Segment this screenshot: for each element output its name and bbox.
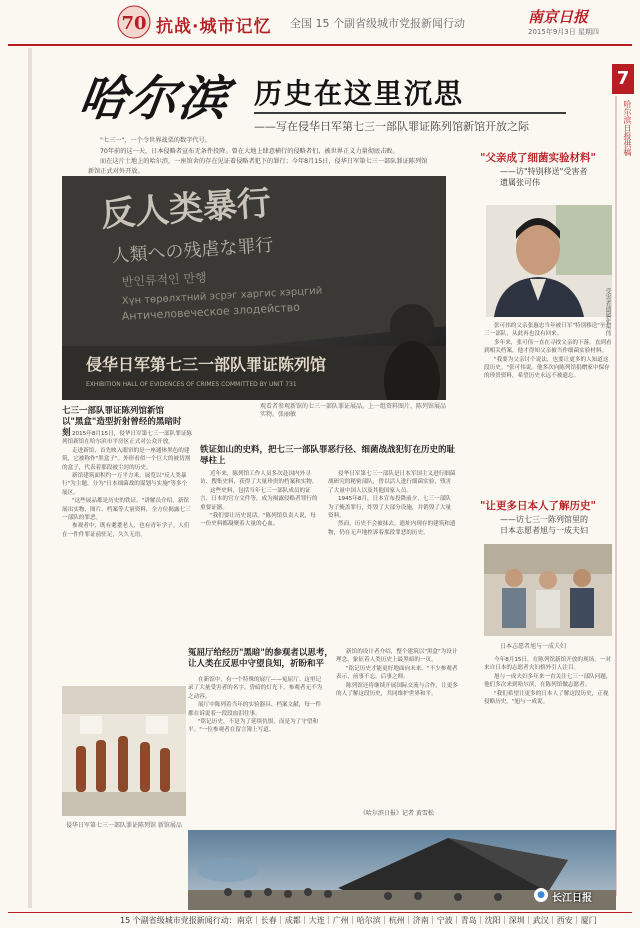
paragraph: 今年8月15日，在陈列馆新馆开放的现场，一对来自日本的志愿者夫妇格外引人注目。 bbox=[484, 657, 611, 672]
anniversary-70-badge bbox=[112, 4, 156, 40]
wechat-icon: ● bbox=[534, 888, 548, 902]
sidebar-story-heading: "父亲成了细菌实验材料" bbox=[480, 152, 596, 164]
exhibit-photo bbox=[62, 686, 186, 816]
exhibit-photo-caption: 侵华日军第七三一部队罪证陈列馆 新馆展品 bbox=[66, 822, 182, 829]
city-calligraphy: 哈尔滨 bbox=[75, 71, 234, 127]
plaque-chinese: 侵华日军第七三一部队罪证陈列馆 bbox=[86, 355, 327, 374]
article-column bbox=[188, 676, 326, 735]
paragraph: 近年来，陈列馆工作人员多次赴国内外寻访、搜集史料，获得了大量珍贵的档案和实物。 bbox=[200, 471, 318, 486]
paragraph: 参观者中，既有耄耋老人，也有青年学子。人们在一件件罪证前驻足，久久无语。 bbox=[62, 523, 190, 538]
paragraph: 2015年8月15日，侵华日军第七三一部队罪证陈列馆新馆在哈尔滨市平房区正式对公众开放。 bbox=[62, 431, 193, 446]
paragraph: 新馆的设计者介绍，整个建筑以"黑盒"为设计理念，象征着人类历史上最黑暗的一页。 bbox=[336, 649, 458, 664]
hero-photo-art bbox=[62, 176, 446, 400]
side-divider bbox=[615, 96, 617, 896]
source-watermark: 长江日报 bbox=[552, 893, 592, 904]
paragraph: 走进新馆，首先映入眼帘的是一座通体黑色的建筑，它被称作"黑盒子"。外形看似一个巨大的被切割的盒子，代表着那段被尘封的历史。 bbox=[62, 447, 191, 471]
sidebar-story-body bbox=[484, 322, 612, 381]
headline-rule bbox=[254, 112, 566, 114]
article-subheadline: ——写在侵华日军第七三一部队罪证陈列馆新馆开放之际 bbox=[254, 120, 529, 133]
sidebar-story-subheading: ——访七三一陈列馆里的 bbox=[500, 515, 588, 524]
portrait-photo bbox=[486, 205, 612, 317]
paragraph: 多年来，张可伟一直在寻找父亲的下落。直到看到相关档案，他才得知父亲被当作细菌实验材料。 bbox=[484, 339, 612, 355]
paragraph: "我们希望让更多的日本人了解这段历史，正视侵略历史。"旭与一成说。 bbox=[484, 690, 609, 706]
hero-photo-exhibition-wall bbox=[62, 176, 446, 400]
sidebar-story-subheading: 遗属张可伟 bbox=[500, 178, 540, 187]
newspaper-masthead: 南京日报 bbox=[528, 8, 589, 26]
paragraph: 然而，历史不会被抹去。遗址内现存的建筑和遗物，仍在无声地控诉着那段罪恶的历史。 bbox=[328, 521, 456, 536]
article-column bbox=[328, 470, 456, 537]
header-slogan: 全国 15 个副省级城市党报新闻行动 bbox=[290, 17, 465, 30]
paragraph: "我要为父亲讨个说法，也要让更多的人知道这段历史。"张可伟说。他多次向陈列馆捐赠家中保存的珍贵资料，希望历史永远不被遗忘。 bbox=[484, 356, 610, 380]
paragraph: 这些史料，包括当年七三一部队成员的证言、日本的官方文件等，成为揭露侵略者罪行的重要证据。 bbox=[200, 487, 318, 511]
article-column bbox=[336, 648, 460, 698]
paragraph: "我们要让历史说话。"陈列馆负责人说，每一份史料都凝聚着大量的心血。 bbox=[200, 513, 316, 528]
page-number: 7 bbox=[612, 64, 634, 94]
plaque-english: EXHIBITION HALL OF EVIDENCES OF CRIMES COMMITTED BY UNIT 731 bbox=[86, 381, 297, 388]
side-label: 哈尔滨日报供稿 bbox=[623, 100, 632, 156]
sidebar-story-body bbox=[484, 656, 612, 706]
exhibit-photo-art bbox=[62, 686, 186, 816]
wall-text-russian: Античеловеческое злодейство bbox=[121, 300, 301, 323]
intro-paragraph: 70年前的这一天，日本侵略者宣布无条件投降。曾在大地上肆意横行的侵略者们，被世界正义力量彻底击败。 bbox=[100, 147, 399, 155]
footer-divider bbox=[8, 912, 632, 913]
paragraph: "这些展品都是历史的铁证。"讲解员介绍，新馆展出实物、图片、档案等大量资料，全方位揭露七三一部队的罪恶。 bbox=[62, 498, 191, 522]
paragraph: 展厅中陈列着当年的实验器具、档案文献，每一件都在诉说着一段段血泪往事。 bbox=[188, 702, 322, 717]
volunteers-photo-caption: 日本志愿者旭与一成夫妇 bbox=[500, 643, 567, 650]
article-headline: 历史在这里沉思 bbox=[254, 77, 465, 110]
section-heading: 冤屈厅给经历"黑暗"的参观者以思考，让人类在反思中守望良知，祈盼和平 bbox=[188, 648, 333, 669]
paragraph: 陈列馆还将继续开展国际交流与合作，让更多的人了解这段历史，共同维护世界和平。 bbox=[336, 682, 458, 698]
intro-paragraph: "七三一"，一个令世界战栗的数字代号。 bbox=[100, 137, 211, 144]
paragraph: 旭与一成夫妇多年来一直关注七三一部队问题，他们多次来到哈尔滨，在陈列馆做志愿者。 bbox=[484, 673, 612, 689]
dateline: 2015年9月3日 星期四 bbox=[528, 28, 599, 36]
paragraph: 侵华日军第七三一部队是日本军国主义进行细菌战研究的秘密部队，曾以活人进行细菌实验，残害了大量中国人以及其他国家人员。 bbox=[328, 471, 456, 494]
section-heading: 七三一部队罪证陈列馆新馆以"黑盒"造型折射曾经的黑暗时刻 bbox=[62, 406, 182, 438]
volunteers-photo-art bbox=[484, 544, 612, 636]
paragraph: "铭记历史，不是为了延续仇恨，而是为了守望和平。"一位参观者在留言簿上写道。 bbox=[188, 719, 319, 734]
article-byline: 《哈尔滨日报》记者 黄雪松 bbox=[360, 810, 434, 817]
sidebar-story-subheading: 日本志愿者旭与一成夫妇 bbox=[500, 526, 588, 535]
article-column bbox=[200, 470, 320, 529]
wall-text-korean: 반인류적인 만행 bbox=[121, 270, 208, 289]
paragraph: 新馆建筑面积约一万平方米，展览以"反人类暴行"为主题，分为"日本细菌战的谋划与实施"等多个展区。 bbox=[62, 473, 188, 496]
intro-paragraph: 而在这片土地上的哈尔滨，一座馆舍的存在见证着侵略者犯下的罪行；今年8月15日，侵华日军第七三一部队罪证陈列馆新馆正式对外开放。 bbox=[88, 158, 428, 175]
section-heading: 铁证如山的史料，把七三一部队罪恶行径、细菌战战犯钉在历史的耻辱柱上 bbox=[200, 445, 456, 466]
section-title: 抗战·城市记忆 bbox=[156, 17, 272, 37]
hero-photo-caption: 观看者参观新馆的七三一部队罪证展品。上一组资料图片、陈列馆展品实物。张丽敏 bbox=[260, 403, 447, 418]
sidebar-story-heading: "让更多日本人了解历史" bbox=[480, 500, 596, 512]
wall-text-chinese: 反人类暴行 bbox=[99, 183, 273, 235]
portrait-photo-art bbox=[486, 205, 612, 317]
footer-cities: 15 个副省级城市党报新闻行动：南京｜长春｜成都｜大连｜广州｜哈尔滨｜杭州｜济南｜宁波｜青岛｜沈阳｜深圳｜武汉｜西安｜厦门 bbox=[120, 916, 597, 925]
paragraph: 在新馆中，有一个特殊的展厅——冤屈厅。这里记录了大量受害者的名字，昏暗的灯光下，参观者无不为之动容。 bbox=[188, 677, 323, 700]
paragraph: 张可伟的父亲张惠忠当年被日军"特别移送"至七三一部队，从此再也没有回来。 bbox=[484, 323, 612, 338]
article-column bbox=[62, 430, 192, 539]
sidebar-story-subheading: ——访"特别移送"受害者 bbox=[500, 167, 588, 176]
wall-text-mongolian: Хүн төрөлхтний эсрэг харгис хэрцгий bbox=[121, 285, 323, 307]
left-decorative-stroke bbox=[26, 48, 36, 908]
paragraph: "铭记历史才能更好地面向未来。"不少参观者表示，前事不忘，后事之师。 bbox=[336, 665, 458, 681]
badge-text: 70 bbox=[121, 13, 147, 34]
portrait-caption: 受害者遗属张可伟 bbox=[604, 288, 611, 336]
wall-text-japanese: 人類への残虐な罪行 bbox=[110, 234, 274, 267]
header-divider bbox=[8, 44, 632, 46]
volunteers-photo bbox=[484, 544, 612, 636]
paragraph: 1945年8月，日本宣布投降前夕，七三一部队为了掩盖罪行，炸毁了大部分设施，并销毁了大量资料。 bbox=[328, 496, 452, 520]
